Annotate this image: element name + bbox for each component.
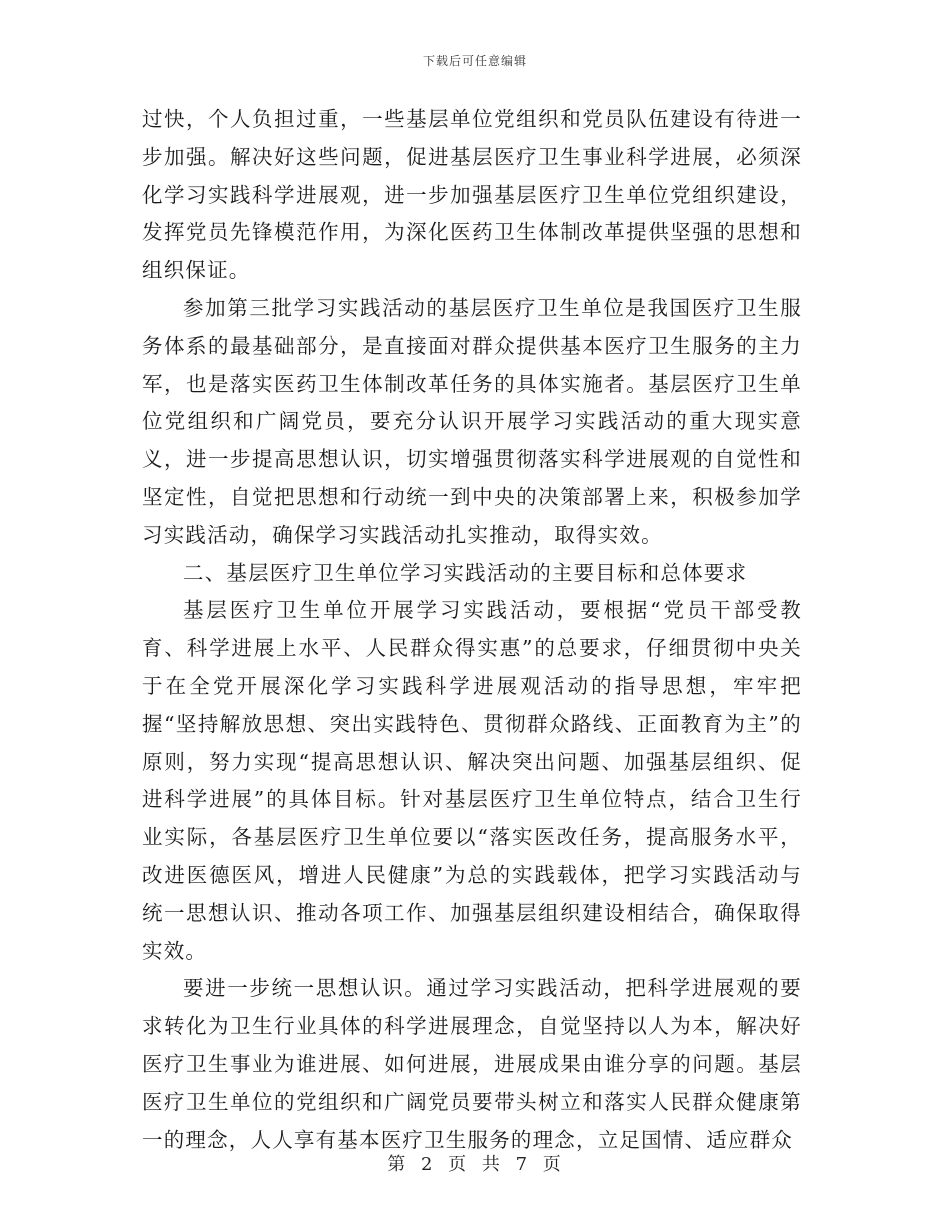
paragraph: 基层医疗卫生单位开展学习实践活动，要根据“党员干部受教育、科学进展上水平、人民群众得实惠”的总要求，仔细贯彻中央关于在全党开展深化学习实践科学进展观活动的指导思想，牢牢把握“坚持解放思想、突出实践特色、贯彻群众路线、正面教育为主”的原则，努力实现“提高思想认识、解决突出问题、加强基层组织、促进科学进展”的具体目标。针对基层医疗卫生单位特点，结合卫生行业实际，各基层医疗卫生单位要以“落实医改任务，提高服务水平，改进医德医风，增进人民健康”为总的实践载体，把学习实践活动与统一思想认识、推动各项工作、加强基层组织建设相结合，确保取得实效。 [142, 598, 802, 963]
footer-label-ye2: 页 [542, 1154, 563, 1175]
paragraph: 参加第三批学习实践活动的基层医疗卫生单位是我国医疗卫生服务体系的最基础部分，是直接面对群众提供基本医疗卫生服务的主力军，也是落实医药卫生体制改革任务的具体实施者。基层医疗卫生单位党组织和广阔党员，要充分认识开展学习实践活动的重大现实意义，进一步提高思想认识，切实增强贯彻落实科学进展观的自觉性和坚定性，自觉把思想和行动统一到中央的决策部署上来，积极参加学习实践活动，确保学习实践活动扎实推动，取得实效。 [142, 295, 802, 547]
section-heading: 二、基层医疗卫生单位学习实践活动的主要目标和总体要求 [183, 560, 748, 585]
paragraph: 要进一步统一思想认识。通过学习实践活动，把科学进展观的要求转化为卫生行业具体的科学进展理念，自觉坚持以人为本，解决好医疗卫生事业为谁进展、如何进展，进展成果由谁分享的问题。基层医疗卫生单位的党组织和广阔党员要带头树立和落实人民群众健康第一的理念，人人享有基本医疗卫生服务的理念，立足国情、适应群众 [142, 976, 802, 1152]
footer-label-ye: 页 [448, 1154, 469, 1175]
footer-label-page: 第 [387, 1154, 408, 1175]
page-header: 下载后可任意编辑 [422, 54, 527, 68]
page-number-footer [0, 1150, 950, 1176]
current-page-number: 2 [420, 1154, 435, 1175]
document-body [142, 101, 802, 1159]
footer-label-total: 共 [481, 1154, 502, 1175]
paragraph-continuation: 过快，个人负担过重，一些基层单位党组织和党员队伍建设有待进一步加强。解决好这些问题，促进基层医疗卫生事业科学进展，必须深化学习实践科学进展观，进一步加强基层医疗卫生单位党组织建设，发挥党员先锋模范作用，为深化医药卫生体制改革提供坚强的思想和组织保证。 [142, 107, 802, 283]
total-pages-number: 7 [515, 1154, 530, 1175]
